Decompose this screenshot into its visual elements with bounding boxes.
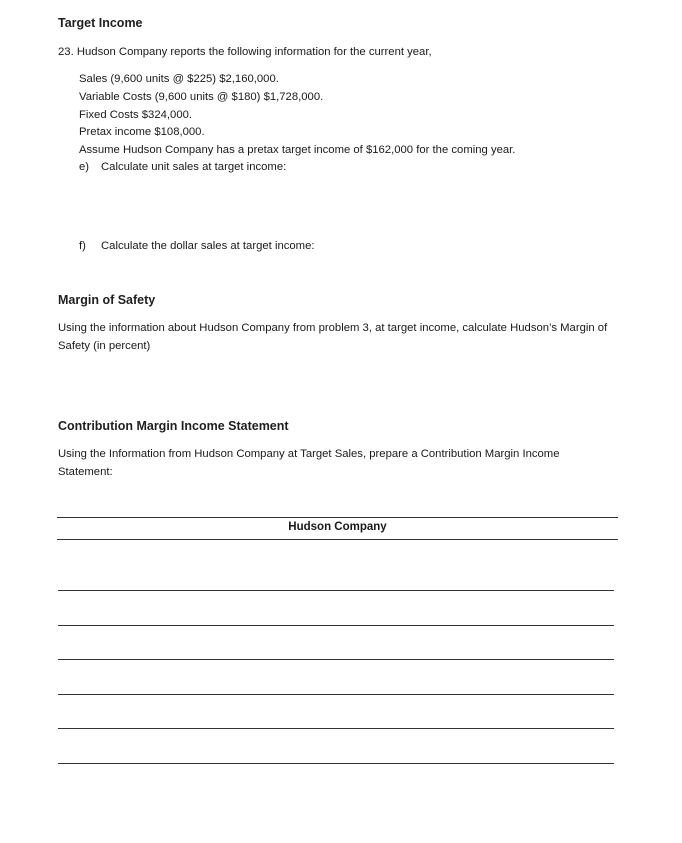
fact-fixed-costs: Fixed Costs $324,000. xyxy=(79,109,193,121)
problem-statement: 23. Hudson Company reports the following information for the current year, xyxy=(58,46,432,58)
fact-target-income: Assume Hudson Company has a pretax target income of $162,000 for the coming year. xyxy=(79,144,516,156)
answer-line xyxy=(58,694,614,695)
statement-title: Hudson Company xyxy=(288,521,387,533)
part-f-letter: f) xyxy=(79,240,86,252)
part-e-letter: e) xyxy=(79,161,90,173)
contribution-margin-heading: Contribution Margin Income Statement xyxy=(58,419,289,433)
part-e-question: Calculate unit sales at target income: xyxy=(101,161,287,173)
part-f-question: Calculate the dollar sales at target income: xyxy=(101,240,315,252)
margin-of-safety-text: Using the information about Hudson Company from problem 3, at target income, calculate Hudson’s Margin of Safety (in percent) xyxy=(58,322,608,352)
contribution-margin-text: Using the Information from Hudson Company at Target Sales, prepare a Contribution Margin Income Statement: xyxy=(58,448,560,478)
margin-of-safety-heading: Margin of Safety xyxy=(58,293,156,307)
answer-line xyxy=(58,728,614,729)
fact-sales: Sales (9,600 units @ $225) $2,160,000. xyxy=(79,73,279,85)
answer-line xyxy=(58,590,614,591)
answer-line xyxy=(58,763,614,764)
answer-line xyxy=(58,659,614,660)
target-income-heading: Target Income xyxy=(58,16,143,30)
statement-header-rule xyxy=(57,539,618,540)
fact-pretax-income: Pretax income $108,000. xyxy=(79,126,205,138)
fact-variable-costs: Variable Costs (9,600 units @ $180) $1,728,000. xyxy=(79,91,324,103)
statement-top-rule xyxy=(57,517,618,518)
answer-line xyxy=(58,625,614,626)
